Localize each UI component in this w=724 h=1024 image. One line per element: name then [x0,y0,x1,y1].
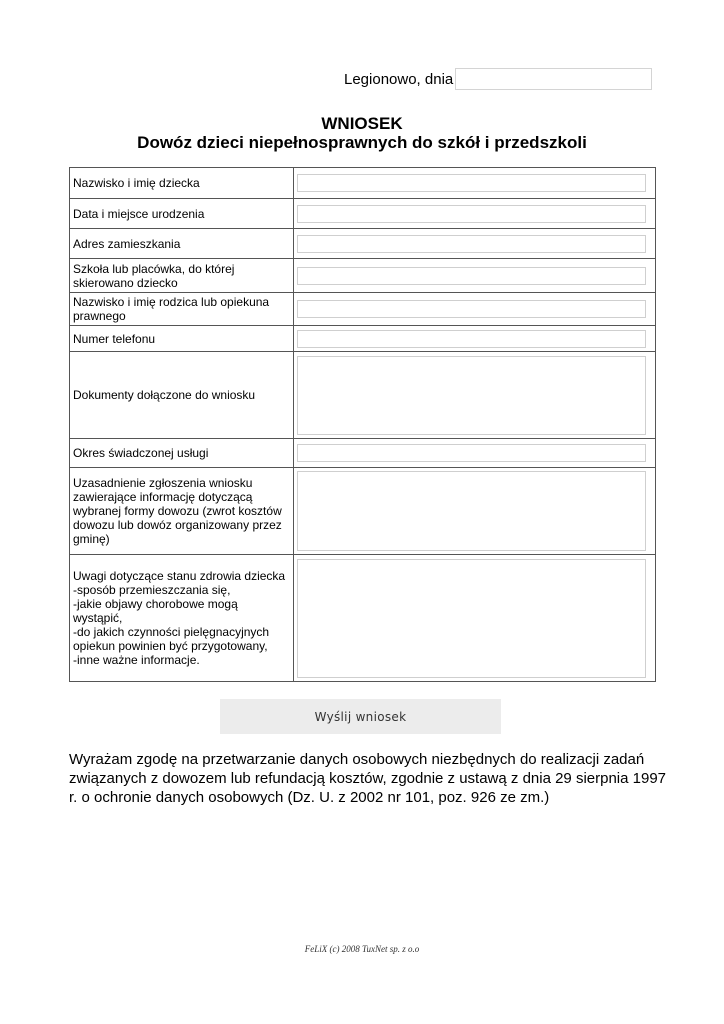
consent-text: Wyrażam zgodę na przetwarzanie danych osobowych niezbędnych do realizacji zadań związanych z dowozem lub refundacją kosztów, zgodnie z ustawą z dnia 29 sierpnia 1997 r. o ochronie danych osobowych (Dz. U. z 2002 nr 101, poz. 926 ze zm.) [69,751,667,806]
field-cell [294,168,656,199]
field-cell [294,229,656,259]
field-label-parent: Nazwisko i imię rodzica lub opiekuna prawnego [70,293,294,326]
field-label-child-name: Nazwisko i imię dziecka [70,168,294,199]
document-title-text: WNIOSEK [321,114,403,133]
date-label: Legionowo, dnia [344,71,454,88]
document-subtitle: Dowóz dzieci niepełnosprawnych do szkół i przedszkoli [137,133,587,152]
table-row [70,439,656,468]
field-cell [294,555,656,682]
table-row [70,326,656,352]
submit-button[interactable]: Wyślij wniosek [220,699,501,734]
date-input[interactable] [455,68,652,90]
field-label-health-notes: Uwagi dotyczące stanu zdrowia dziecka -sposób przemieszczania się, -jakie objawy chorobowe mogą wystąpić, -do jakich czynności pielęgnacyjnych opiekun powinien być przygotowany, -inne ważne informacje. [70,555,294,682]
birth-date-place-input[interactable] [297,205,646,223]
table-row [70,555,656,682]
phone-input[interactable] [297,330,646,348]
date-row [344,68,652,92]
table-row [70,352,656,439]
field-label-justification: Uzasadnienie zgłoszenia wniosku zawierające informację dotyczącą wybranej formy dowozu (zwrot kosztów dowozu lub dowóz organizowany przez gminę) [70,468,294,555]
field-cell [294,199,656,229]
field-cell [294,326,656,352]
table-row [70,199,656,229]
footer-copyright: FeLiX (c) 2008 TuxNet sp. z o.o [304,944,420,954]
address-input[interactable] [297,235,646,253]
field-label-birth: Data i miejsce urodzenia [70,199,294,229]
field-cell [294,468,656,555]
field-cell [294,259,656,293]
table-row [70,293,656,326]
field-cell [294,352,656,439]
application-form-table [69,167,656,682]
table-row [70,168,656,199]
parent-name-input[interactable] [297,300,646,318]
field-label-school: Szkoła lub placówka, do której skierowano dziecko [70,259,294,293]
document-title [0,114,724,134]
field-label-documents: Dokumenty dołączone do wniosku [70,352,294,439]
justification-textarea[interactable] [297,471,646,551]
documents-textarea[interactable] [297,356,646,435]
health-notes-textarea[interactable] [297,559,646,678]
field-label-phone: Numer telefonu [70,326,294,352]
service-period-input[interactable] [297,444,646,462]
field-cell [294,293,656,326]
field-label-period: Okres świadczonej usługi [70,439,294,468]
child-name-input[interactable] [297,174,646,192]
field-cell [294,439,656,468]
table-row [70,229,656,259]
field-label-address: Adres zamieszkania [70,229,294,259]
school-input[interactable] [297,267,646,285]
table-row [70,468,656,555]
table-row [70,259,656,293]
